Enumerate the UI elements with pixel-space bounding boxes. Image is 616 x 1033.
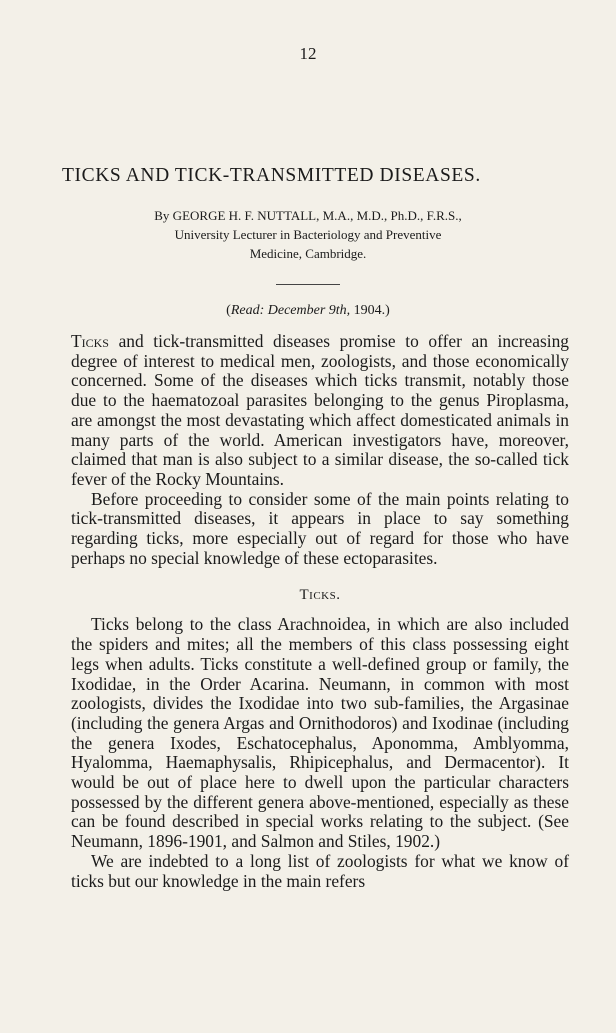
byline	[0, 206, 616, 263]
section-heading-ticks: Ticks.	[299, 587, 341, 604]
paragraph-3: Ticks belong to the class Arachnoidea, in which are also included the spiders and mites; all the members of this class possessing eight legs when adults. Ticks constitute a well-defined group or family, the Ixodidae, in the Order Acarina. Neumann, in common with most zoologists, divides the Ixodidae into two sub-families, the Argasinae (including the genera Argas and Ornithodoros) and Ixodinae (including the genera Ixodes, Eschatocephalus, Aponomma, Amblyomma, Hyalomma, Haemaphysalis, Rhipicephalus, and Dermacentor). It would be out of place here to dwell upon the particular characters possessed by the different genera above-mentioned, especially as these can be found described in special works relating to the subject. (See Neumann, 1896-1901, and Salmon and Stiles, 1902.)	[71, 614, 569, 852]
paragraph-2: Before proceeding to consider some of the main points relating to tick-transmitted diseases, it appears in place to say something regarding ticks, more especially out of regard for those who have perhaps no special knowledge of these ectoparasites.	[71, 488, 569, 568]
divider-rule	[276, 284, 340, 285]
affiliation-line-2: Medicine, Cambridge.	[249, 246, 367, 261]
read-note-year: 1904.)	[350, 303, 390, 318]
paper-title: TICKS AND TICK-TRANSMITTED DISEASES.	[62, 165, 481, 186]
paragraph-1-text: and tick-transmitted diseases promise to offer an increasing degree of interest to medical men, zoologists, and those economically concerned. Some of the diseases which ticks transmit, notably those due to the haematozoal parasites belonging to the genus Piroplasma, are amongst the most devastating which affect domesticated animals in many parts of the world. American investigators have, moreover, claimed that man is also subject to a similar disease, the so-called tick fever of the Rocky Mountains.	[71, 331, 569, 489]
paragraph-4: We are indebted to a long list of zoologists for what we know of ticks but our knowledge in the main refers	[71, 850, 569, 891]
read-note-italic: Read: December 9th,	[230, 303, 351, 318]
page-number: 12	[299, 44, 317, 63]
body-text	[71, 332, 569, 891]
author-line: By GEORGE H. F. NUTTALL, M.A., M.D., Ph.D., F.R.S.,	[154, 208, 462, 223]
read-date-note	[0, 303, 616, 319]
read-note-open: (	[226, 303, 231, 318]
affiliation-line-1: University Lecturer in Bacteriology and Preventive	[174, 227, 442, 242]
paragraph-1	[71, 332, 569, 490]
paragraph-1-lead: Ticks	[71, 331, 109, 351]
